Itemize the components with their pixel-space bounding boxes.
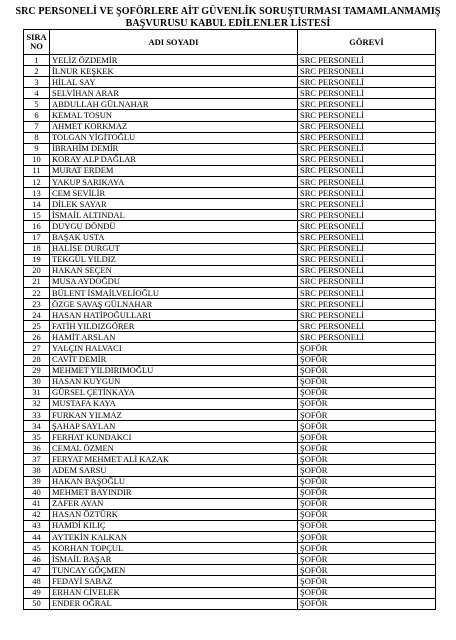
row-number: 15 <box>24 210 50 221</box>
table-row <box>24 276 436 287</box>
person-name: HASAN KUYGUN <box>50 376 298 387</box>
table-row <box>24 443 436 454</box>
table-row <box>24 543 436 554</box>
person-name: HAMİT ARSLAN <box>50 332 298 343</box>
row-number: 17 <box>24 232 50 243</box>
table-row <box>24 88 436 99</box>
table-row <box>24 398 436 409</box>
person-name: HAMDİ KILIÇ <box>50 520 298 531</box>
person-role: SRC PERSONELİ <box>298 143 436 154</box>
table-row <box>24 199 436 210</box>
table-row <box>24 221 436 232</box>
person-role: SRC PERSONELİ <box>298 110 436 121</box>
table-row <box>24 210 436 221</box>
person-role: ŞOFÖR <box>298 465 436 476</box>
person-name: YELİZ ÖZDEMİR <box>50 55 298 66</box>
person-name: TUNCAY GÖÇMEN <box>50 565 298 576</box>
table-row <box>24 99 436 110</box>
person-name: BÜLENT İSMAİLVELİOĞLU <box>50 287 298 298</box>
table-row <box>24 421 436 432</box>
row-number: 6 <box>24 110 50 121</box>
row-number: 28 <box>24 354 50 365</box>
person-role: ŞOFÖR <box>298 532 436 543</box>
person-name: HASAN HATİPOĞULLARI <box>50 310 298 321</box>
person-name: GÜRSEL ÇETİNKAYA <box>50 387 298 398</box>
table-row <box>24 598 436 609</box>
row-number: 32 <box>24 398 50 409</box>
row-number: 34 <box>24 421 50 432</box>
person-role: ŞOFÖR <box>298 354 436 365</box>
person-name: MURAT ERDEM <box>50 165 298 176</box>
table-row <box>24 387 436 398</box>
row-number: 9 <box>24 143 50 154</box>
table-row <box>24 66 436 77</box>
person-name: YAKUP SARIKAYA <box>50 177 298 188</box>
table-row <box>24 154 436 165</box>
person-role: ŞOFÖR <box>298 509 436 520</box>
person-role: ŞOFÖR <box>298 443 436 454</box>
person-name: ERHAN CİVELEK <box>50 587 298 598</box>
row-number: 27 <box>24 343 50 354</box>
table-row <box>24 55 436 66</box>
applicant-table <box>23 29 436 610</box>
person-role: ŞOFÖR <box>298 432 436 443</box>
row-number: 43 <box>24 520 50 531</box>
person-role: ŞOFÖR <box>298 398 436 409</box>
row-number: 5 <box>24 99 50 110</box>
person-name: FEDAYİ SABAZ <box>50 576 298 587</box>
table-row <box>24 509 436 520</box>
table-row <box>24 121 436 132</box>
person-role: ŞOFÖR <box>298 376 436 387</box>
row-number: 24 <box>24 310 50 321</box>
person-role: ŞOFÖR <box>298 387 436 398</box>
person-role: SRC PERSONELİ <box>298 132 436 143</box>
table-row <box>24 254 436 265</box>
row-number: 23 <box>24 299 50 310</box>
document-title: SRC PERSONELİ VE ŞOFÖRLERE AİT GÜVENLİK SORUŞTURMASI TAMAMLANMAMIŞ <box>15 6 441 17</box>
table-row <box>24 554 436 565</box>
person-name: KORHAN TOPÇUL <box>50 543 298 554</box>
row-number: 42 <box>24 509 50 520</box>
row-number: 11 <box>24 165 50 176</box>
person-role: SRC PERSONELİ <box>298 55 436 66</box>
person-role: SRC PERSONELİ <box>298 165 436 176</box>
person-name: AYTEKİN KALKAN <box>50 532 298 543</box>
table-row <box>24 165 436 176</box>
row-number: 4 <box>24 88 50 99</box>
row-number: 13 <box>24 188 50 199</box>
person-role: SRC PERSONELİ <box>298 88 436 99</box>
person-name: HAKAN SEÇEN <box>50 265 298 276</box>
person-name: HASAN ÖZTÜRK <box>50 509 298 520</box>
table-row <box>24 77 436 88</box>
person-name: FERYAT MEHMET ALİ KAZAK <box>50 454 298 465</box>
person-name: FERHAT KUNDAKCI <box>50 432 298 443</box>
table-row <box>24 587 436 598</box>
person-name: HAKAN BAŞOĞLU <box>50 476 298 487</box>
person-role: SRC PERSONELİ <box>298 243 436 254</box>
person-name: HALİSE DURGUT <box>50 243 298 254</box>
person-role: ŞOFÖR <box>298 454 436 465</box>
person-role: SRC PERSONELİ <box>298 121 436 132</box>
table-row <box>24 376 436 387</box>
person-role: SRC PERSONELİ <box>298 188 436 199</box>
person-name: İSMAİL ALTINDAL <box>50 210 298 221</box>
person-name: ENDER OĞRAL <box>50 598 298 609</box>
table-row <box>24 188 436 199</box>
table-row <box>24 232 436 243</box>
table-row <box>24 410 436 421</box>
row-number: 8 <box>24 132 50 143</box>
row-number: 39 <box>24 476 50 487</box>
table-row <box>24 310 436 321</box>
person-name: İLNUR KEŞKEK <box>50 66 298 77</box>
row-number: 38 <box>24 465 50 476</box>
person-name: ABDULLAH GÜLNAHAR <box>50 99 298 110</box>
row-number: 44 <box>24 532 50 543</box>
table-header-row <box>24 30 436 55</box>
person-role: ŞOFÖR <box>298 498 436 509</box>
person-role: SRC PERSONELİ <box>298 310 436 321</box>
person-name: KORAY ALP DAĞLAR <box>50 154 298 165</box>
table-row <box>24 354 436 365</box>
person-role: ŞOFÖR <box>298 421 436 432</box>
person-name: DİLEK SAYAR <box>50 199 298 210</box>
person-name: BAŞAK USTA <box>50 232 298 243</box>
row-number: 40 <box>24 487 50 498</box>
person-role: SRC PERSONELİ <box>298 321 436 332</box>
header-sira-no <box>24 30 50 55</box>
person-role: SRC PERSONELİ <box>298 99 436 110</box>
person-name: İBRAHİM DEMİR <box>50 143 298 154</box>
person-role: SRC PERSONELİ <box>298 232 436 243</box>
person-name: SELVİHAN ARAR <box>50 88 298 99</box>
person-name: ADEM SARSU <box>50 465 298 476</box>
person-name: CAVİT DEMİR <box>50 354 298 365</box>
person-role: ŞOFÖR <box>298 576 436 587</box>
person-role: ŞOFÖR <box>298 565 436 576</box>
table-row <box>24 343 436 354</box>
table-row <box>24 476 436 487</box>
table-row <box>24 365 436 376</box>
person-role: ŞOFÖR <box>298 520 436 531</box>
table-row <box>24 265 436 276</box>
row-number: 48 <box>24 576 50 587</box>
table-body <box>24 55 436 610</box>
document-subtitle: BAŞVURUSU KABUL EDİLENLER LİSTESİ <box>125 18 331 29</box>
table-row <box>24 110 436 121</box>
person-role: ŞOFÖR <box>298 476 436 487</box>
person-name: HİLAL SAY <box>50 77 298 88</box>
row-number: 31 <box>24 387 50 398</box>
row-number: 46 <box>24 554 50 565</box>
table-row <box>24 487 436 498</box>
person-role: ŞOFÖR <box>298 365 436 376</box>
row-number: 47 <box>24 565 50 576</box>
person-role: SRC PERSONELİ <box>298 287 436 298</box>
person-role: SRC PERSONELİ <box>298 332 436 343</box>
row-number: 22 <box>24 287 50 298</box>
person-role: SRC PERSONELİ <box>298 199 436 210</box>
person-name: MUSTAFA KAYA <box>50 398 298 409</box>
row-number: 14 <box>24 199 50 210</box>
person-role: ŞOFÖR <box>298 543 436 554</box>
person-role: SRC PERSONELİ <box>298 299 436 310</box>
row-number: 10 <box>24 154 50 165</box>
table-row <box>24 532 436 543</box>
table-row <box>24 177 436 188</box>
person-role: ŞOFÖR <box>298 487 436 498</box>
person-role: SRC PERSONELİ <box>298 77 436 88</box>
person-name: ŞAHAP SAYLAN <box>50 421 298 432</box>
person-role: ŞOFÖR <box>298 587 436 598</box>
table-row <box>24 143 436 154</box>
person-role: SRC PERSONELİ <box>298 276 436 287</box>
person-role: ŞOFÖR <box>298 554 436 565</box>
person-name: CEM SEVİLİR <box>50 188 298 199</box>
row-number: 33 <box>24 410 50 421</box>
person-name: ZAFER AYAN <box>50 498 298 509</box>
table-row <box>24 332 436 343</box>
table-row <box>24 465 436 476</box>
header-adi-soyadi: ADI SOYADI <box>50 30 298 55</box>
row-number: 45 <box>24 543 50 554</box>
row-number: 30 <box>24 376 50 387</box>
row-number: 1 <box>24 55 50 66</box>
person-name: ÖZGE SAVAŞ GÜLNAHAR <box>50 299 298 310</box>
table-row <box>24 243 436 254</box>
row-number: 29 <box>24 365 50 376</box>
person-name: MUSA AYDOĞDU <box>50 276 298 287</box>
table-row <box>24 498 436 509</box>
row-number: 21 <box>24 276 50 287</box>
row-number: 50 <box>24 598 50 609</box>
person-role: SRC PERSONELİ <box>298 221 436 232</box>
person-name: YALÇIN HALVACI <box>50 343 298 354</box>
table-row <box>24 432 436 443</box>
header-sira-no-label: SIRA NO <box>26 32 47 51</box>
table-row <box>24 454 436 465</box>
person-name: DUYGU DÖNDÜ <box>50 221 298 232</box>
row-number: 12 <box>24 177 50 188</box>
person-name: İSMAİL BAŞAR <box>50 554 298 565</box>
person-role: SRC PERSONELİ <box>298 254 436 265</box>
row-number: 7 <box>24 121 50 132</box>
person-role: ŞOFÖR <box>298 598 436 609</box>
person-role: ŞOFÖR <box>298 410 436 421</box>
table-row <box>24 520 436 531</box>
person-name: TOLGAN YİGİTOĞLU <box>50 132 298 143</box>
person-name: FATİH YILDIZGÖRER <box>50 321 298 332</box>
person-role: SRC PERSONELİ <box>298 66 436 77</box>
row-number: 2 <box>24 66 50 77</box>
person-name: KEMAL TOSUN <box>50 110 298 121</box>
row-number: 19 <box>24 254 50 265</box>
row-number: 41 <box>24 498 50 509</box>
row-number: 3 <box>24 77 50 88</box>
person-role: SRC PERSONELİ <box>298 265 436 276</box>
person-name: MEHMET YILDIRIMOĞLU <box>50 365 298 376</box>
table-row <box>24 576 436 587</box>
person-role: SRC PERSONELİ <box>298 177 436 188</box>
table-row <box>24 287 436 298</box>
row-number: 49 <box>24 587 50 598</box>
table-row <box>24 299 436 310</box>
row-number: 35 <box>24 432 50 443</box>
person-name: MEHMET BAYINDIR <box>50 487 298 498</box>
table-row <box>24 565 436 576</box>
row-number: 20 <box>24 265 50 276</box>
person-role: ŞOFÖR <box>298 343 436 354</box>
row-number: 37 <box>24 454 50 465</box>
table-row <box>24 321 436 332</box>
row-number: 26 <box>24 332 50 343</box>
row-number: 36 <box>24 443 50 454</box>
person-name: TEKGÜL YILDIZ <box>50 254 298 265</box>
table-row <box>24 132 436 143</box>
header-gorevi: GÖREVİ <box>298 30 436 55</box>
person-name: CEMAL ÖZMEN <box>50 443 298 454</box>
person-role: SRC PERSONELİ <box>298 210 436 221</box>
person-name: AHMET KORKMAZ <box>50 121 298 132</box>
row-number: 16 <box>24 221 50 232</box>
row-number: 18 <box>24 243 50 254</box>
person-name: FURKAN YILMAZ <box>50 410 298 421</box>
row-number: 25 <box>24 321 50 332</box>
person-role: SRC PERSONELİ <box>298 154 436 165</box>
